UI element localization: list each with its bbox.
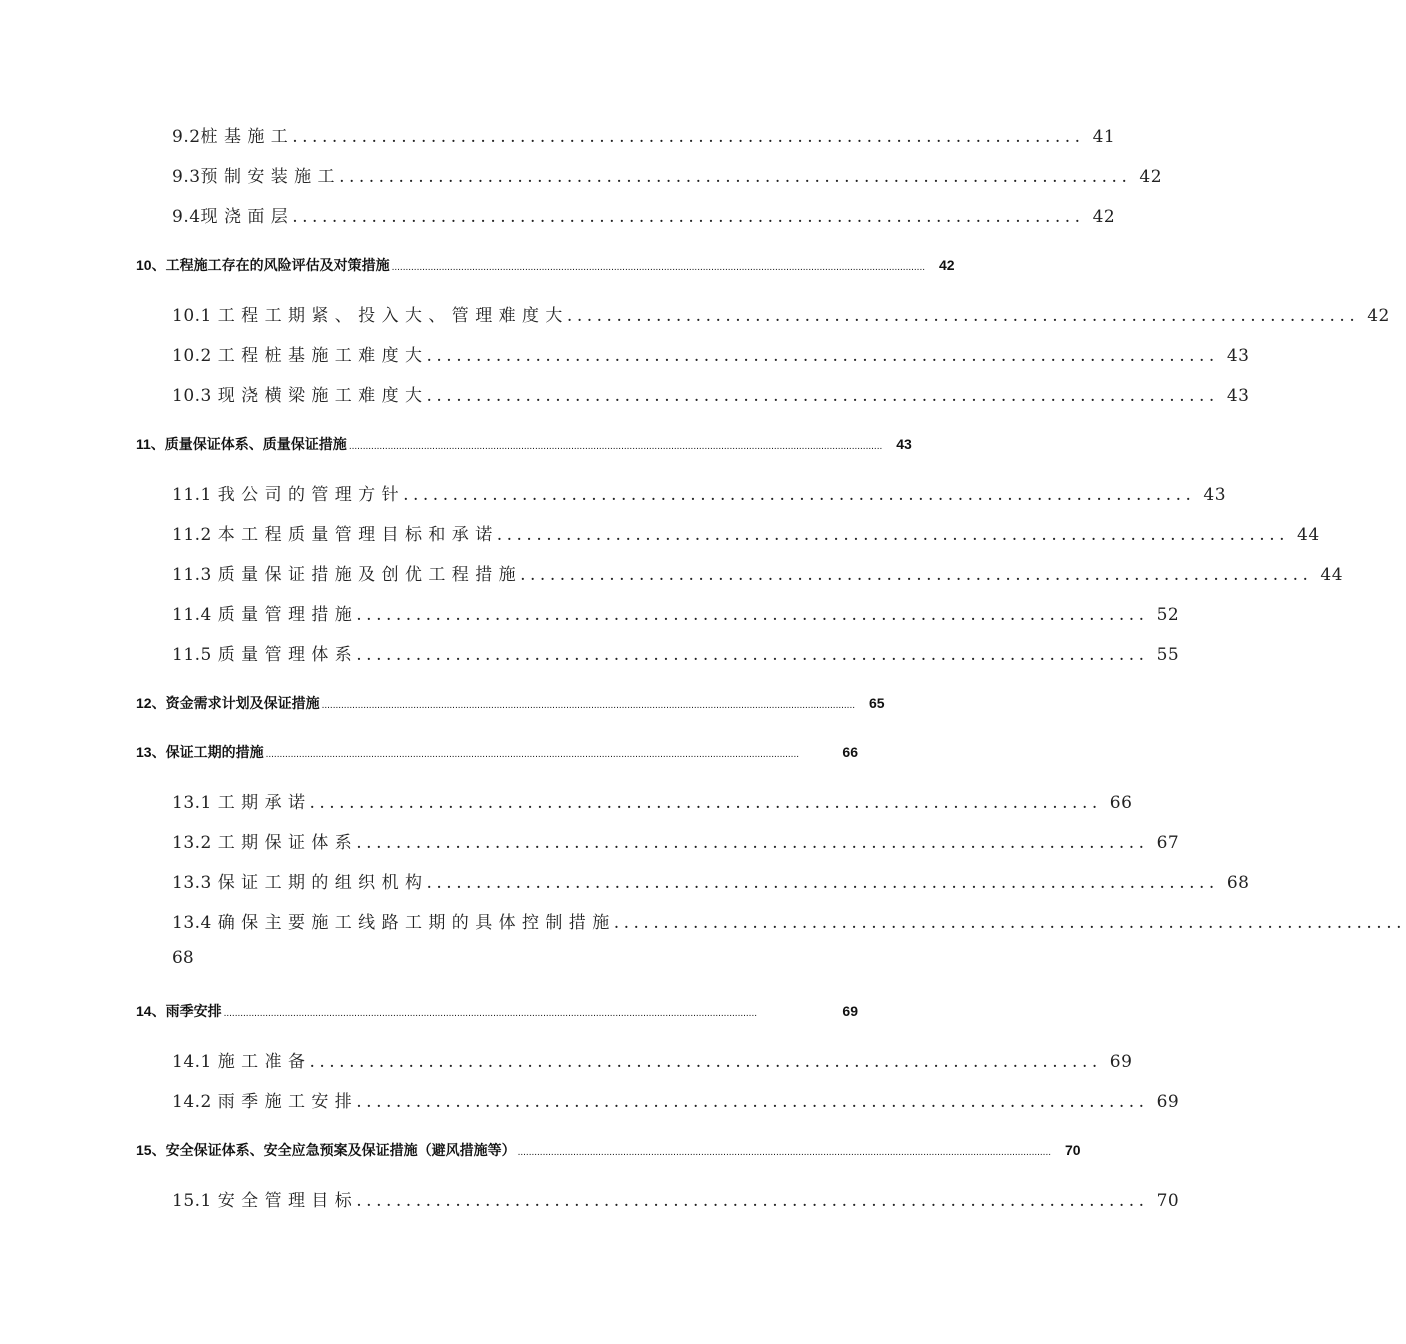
toc-entry-11-4[interactable]: [172, 600, 1180, 625]
toc-page-number: 70: [1065, 1142, 1081, 1158]
toc-page-number: 42: [1139, 167, 1163, 187]
dot-leader: ................................................................................: [520, 565, 1313, 585]
dot-leader: ................................................................................................................................................................................................: [223, 1008, 758, 1019]
toc-label: 9.4现 浇 面 层: [172, 207, 289, 227]
toc-section-label: 10、工程施工存在的风险评估及对策措施: [136, 257, 390, 273]
toc-section-13[interactable]: [136, 742, 858, 762]
toc-entry-9-2[interactable]: [172, 122, 1116, 147]
toc-label: 10.2 工 程 桩 基 施 工 难 度 大: [172, 346, 423, 366]
toc-page-number: 44: [1320, 565, 1344, 585]
toc-page-number: 42: [1092, 207, 1116, 227]
toc-entry-11-2[interactable]: [172, 520, 1320, 545]
toc-section-11[interactable]: [136, 434, 912, 454]
toc-section-label: 15、安全保证体系、安全应急预案及保证措施（避风措施等）: [136, 1142, 516, 1158]
dot-leader: ................................................................................: [339, 167, 1132, 187]
toc-label: 13.4 确 保 主 要 施 工 线 路 工 期 的 具 体 控 制 措 施: [172, 913, 610, 933]
toc-page-number: 43: [1226, 386, 1250, 406]
toc-label: 10.3 现 浇 横 梁 施 工 难 度 大: [172, 386, 423, 406]
dot-leader: ................................................................................: [566, 306, 1360, 326]
dot-leader: ................................................................................: [292, 127, 1085, 147]
toc-page-number: 42: [1367, 306, 1390, 326]
toc-entry-10-1[interactable]: [172, 301, 1390, 326]
dot-leader: ................................................................................................................................................................................................: [321, 700, 856, 711]
toc-section-15[interactable]: [136, 1140, 1081, 1160]
toc-entry-9-4[interactable]: [172, 202, 1116, 227]
toc-page-number: 52: [1156, 605, 1180, 625]
toc-entry-9-3[interactable]: [172, 162, 1163, 187]
dot-leader: ................................................................................: [613, 913, 1406, 933]
toc-label: 13.1 工 期 承 诺: [172, 793, 306, 813]
toc-entry-14-2[interactable]: [172, 1087, 1180, 1112]
toc-label: 15.1 安 全 管 理 目 标: [172, 1191, 353, 1211]
toc-page-number: 43: [1203, 485, 1227, 505]
dot-leader: ................................................................................................................................................................................................: [517, 1147, 1052, 1158]
dot-leader: ................................................................................................................................................................................................: [265, 749, 800, 760]
toc-entry-14-1[interactable]: [172, 1047, 1133, 1072]
toc-entry-11-3[interactable]: [172, 560, 1344, 585]
toc-section-label: 14、雨季安排: [136, 1003, 222, 1019]
toc-section-label: 12、资金需求计划及保证措施: [136, 695, 320, 711]
toc-label: 13.2 工 期 保 证 体 系: [172, 833, 353, 853]
toc-page-number: 68: [1226, 873, 1250, 893]
toc-section-12[interactable]: [136, 693, 885, 713]
toc-page-number: 70: [1156, 1191, 1180, 1211]
toc-page-number: 42: [939, 257, 955, 273]
toc-label: 11.1 我 公 司 的 管 理 方 针: [172, 485, 400, 505]
dot-leader: ................................................................................: [356, 1191, 1149, 1211]
toc-label: 14.1 施 工 准 备: [172, 1052, 306, 1072]
toc-label: 13.3 保 证 工 期 的 组 织 机 构: [172, 873, 423, 893]
dot-leader: ................................................................................: [496, 525, 1290, 545]
toc-page-number: 66: [842, 744, 858, 760]
dot-leader: ................................................................................: [426, 386, 1219, 406]
toc-page-number: 69: [1109, 1052, 1133, 1072]
dot-leader: ................................................................................: [403, 485, 1196, 505]
toc-section-label: 11、质量保证体系、质量保证措施: [136, 436, 347, 452]
toc-label: 9.3预 制 安 装 施 工: [172, 167, 336, 187]
toc-entry-10-2[interactable]: [172, 341, 1250, 366]
dot-leader: ................................................................................: [309, 1052, 1102, 1072]
toc-page-number-wrapped: 68: [172, 948, 194, 968]
dot-leader: ................................................................................: [356, 605, 1149, 625]
toc-page-number: 43: [896, 436, 912, 452]
toc-page-number: 66: [1109, 793, 1133, 813]
toc-page-number: 55: [1156, 645, 1180, 665]
toc-entry-13-3[interactable]: [172, 868, 1250, 893]
toc-label: 14.2 雨 季 施 工 安 排: [172, 1092, 353, 1112]
toc-page-number: 44: [1297, 525, 1320, 545]
toc-label: 11.4 质 量 管 理 措 施: [172, 605, 353, 625]
toc-label: 11.3 质 量 保 证 措 施 及 创 优 工 程 措 施: [172, 565, 517, 585]
dot-leader: ................................................................................................................................................................................................: [348, 441, 883, 452]
toc-page-number: 65: [869, 695, 885, 711]
toc-section-14[interactable]: [136, 1001, 858, 1021]
dot-leader: ................................................................................: [356, 1092, 1149, 1112]
toc-label: 11.5 质 量 管 理 体 系: [172, 645, 353, 665]
toc-entry-11-1[interactable]: [172, 480, 1227, 505]
dot-leader: ................................................................................................................................................................................................: [391, 262, 926, 273]
toc-page-number: 67: [1156, 833, 1180, 853]
toc-entry-13-4[interactable]: [172, 908, 1406, 933]
toc-label: 9.2桩 基 施 工: [172, 127, 289, 147]
toc-entry-11-5[interactable]: [172, 640, 1180, 665]
dot-leader: ................................................................................: [426, 346, 1219, 366]
toc-label: 10.1 工 程 工 期 紧 、 投 入 大 、 管 理 难 度 大: [172, 306, 563, 326]
toc-section-label: 13、保证工期的措施: [136, 744, 264, 760]
toc-entry-10-3[interactable]: [172, 381, 1250, 406]
toc-entry-13-1[interactable]: [172, 788, 1133, 813]
dot-leader: ................................................................................: [356, 645, 1149, 665]
dot-leader: ................................................................................: [292, 207, 1085, 227]
dot-leader: ................................................................................: [309, 793, 1102, 813]
toc-page-number: 69: [842, 1003, 858, 1019]
toc-entry-15-1[interactable]: [172, 1186, 1180, 1211]
toc-entry-13-2[interactable]: [172, 828, 1180, 853]
toc-page-number: 43: [1226, 346, 1250, 366]
toc-page-number: 41: [1092, 127, 1116, 147]
dot-leader: ................................................................................: [356, 833, 1149, 853]
dot-leader: ................................................................................: [426, 873, 1219, 893]
toc-label: 11.2 本 工 程 质 量 管 理 目 标 和 承 诺: [172, 525, 493, 545]
toc-section-10[interactable]: [136, 255, 955, 275]
toc-page-number: 69: [1156, 1092, 1180, 1112]
